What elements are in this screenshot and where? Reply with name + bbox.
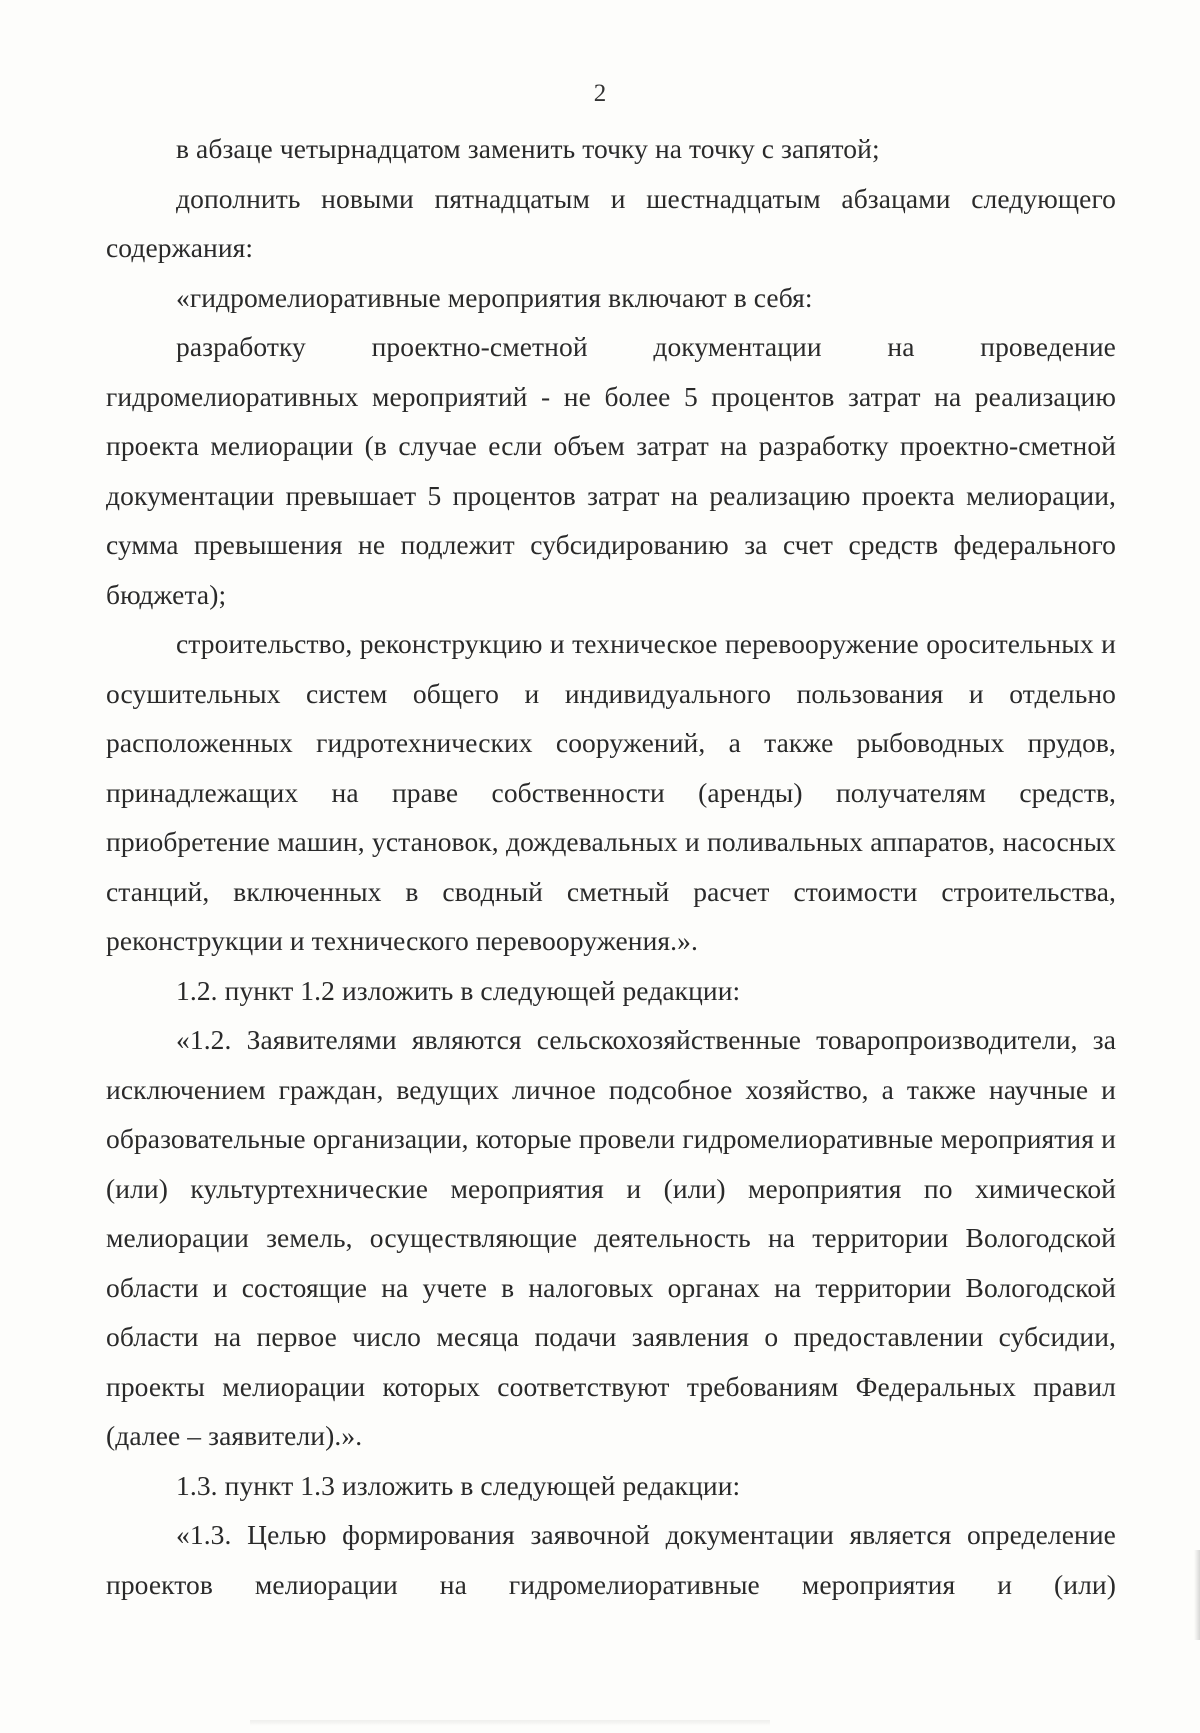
paragraph-3: «гидромелиоративные мероприятия включают в себя: (176, 281, 813, 313)
page-number: 2 (593, 80, 607, 107)
paragraph-5: строительство, реконструкцию и техническое перевооружение оросительных и осушительных систем общего и индивидуального пользования и отдельно расположенных гидротехнических сооружений, а также рыбоводных прудов, принадлежащих на праве собственности (аренды) получателям средств, приобретение машин, установок, дождевальных и поливальных аппаратов, насосных станций, включенных в сводный сметный расчет стоимости строительства, реконструкции и технического перевооружения.». (106, 628, 1116, 956)
paragraph-1: в абзаце четырнадцатом заменить точку на точку с запятой; (176, 133, 880, 164)
scan-bottom-shadow (250, 1720, 770, 1726)
paragraph-9: «1.3. Целью формирования заявочной документации является определение проектов мелиорации на гидромелиоративные мероприятия и (или) (106, 1519, 1116, 1600)
paragraph-7: «1.2. Заявителями являются сельскохозяйственные товаропроизводители, за исключением граждан, ведущих личное подсобное хозяйство, а также научные и образовательные организации, которые провели гидромелиоративные мероприятия и (или) культуртехнические мероприятия и (или) мероприятия по химической мелиорации земель, осуществляющие деятельность на территории Вологодской области и состоящие на учете в налоговых органах на территории Вологодской области на первое число месяца подачи заявления о предоставлении субсидии, проекты мелиорации которых соответствуют требованиям Федеральных правил (далее – заявители).». (106, 1024, 1116, 1451)
paragraph-4: разработку проектно-сметной документации на проведение гидромелиоративных мероприятий - не более 5 процентов затрат на реализацию проекта мелиорации (в случае если объем затрат на разработку проектно-сметной документации превышает 5 процентов затрат на реализацию проекта мелиорации, сумма превышения не подлежит субсидированию за счет средств федерального бюджета); (106, 331, 1116, 610)
paragraph-6: 1.2. пункт 1.2 изложить в следующей редакции: (176, 974, 741, 1006)
paragraph-8: 1.3. пункт 1.3 изложить в следующей редакции: (176, 1469, 741, 1501)
document-body (106, 124, 1116, 1609)
scan-edge-shadow (1194, 1550, 1200, 1640)
paragraph-2: дополнить новыми пятнадцатым и шестнадцатым абзацами следующего содержания: (106, 182, 1116, 263)
